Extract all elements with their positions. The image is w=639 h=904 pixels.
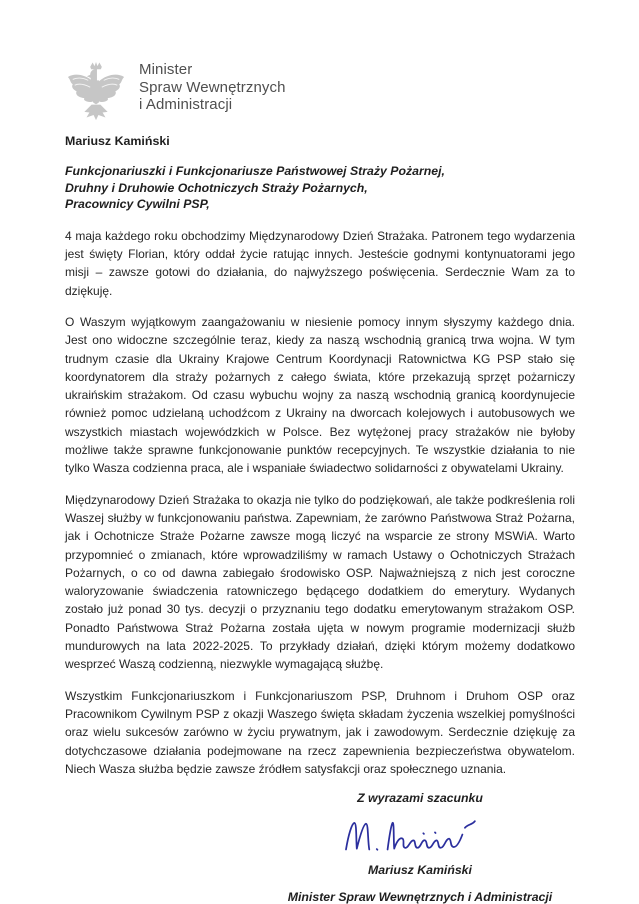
signer-title: Minister Spraw Wewnętrznych i Administracji bbox=[287, 890, 553, 904]
author-name: Mariusz Kamiński bbox=[65, 134, 170, 148]
ministry-line-2: Spraw Wewnętrznych bbox=[139, 78, 286, 96]
polish-eagle-crest-icon bbox=[65, 60, 127, 124]
body-paragraph-2: O Waszym wyjątkowym zaangażowaniu w niesienie pomocy innym słyszymy każdego dnia. Jest ono widoczne szczególnie teraz, kiedy za naszą wschodnią granicą trwa wojna. W tym trudnym czasie dla Ukrainy Krajowe Centrum Koordynacji Ratownictwa KG PSP stało się koordynatorem dla straży pożarnych z całego świata, które przekazują sprzęt pożarniczy ukraińskim strażakom. Od czasu wybuchu wojny za naszą wschodnią granicą koordynujecie również pomoc udzielaną uchodźcom z Ukrainy na dworcach kolejowych i autobusowych we wszystkich miastach wojewódzkich w Polsce. Bez wytężonej pracy strażaków nie byłoby możliwe także sprawne funkcjonowanie punktów recepcyjnych. Te wszystkie działania to nie tylko Wasza codzienna praca, ale i wspaniałe świadectwo solidarności z obywatelami Ukrainy. bbox=[65, 314, 575, 476]
valediction: Z wyrazami szacunku bbox=[357, 791, 483, 806]
body-paragraph-1: 4 maja każdego roku obchodzimy Międzynarodowy Dzień Strażaka. Patronem tego wydarzenia jest święty Florian, który oddał życie ratując innych. Jesteście godnymi kontynuatorami jego misji – zawsze gotowi do działania, do najwyższego poświęcenia. Serdecznie Wam za to dziękuję. bbox=[65, 228, 575, 298]
signer-name: Mariusz Kamiński bbox=[368, 863, 472, 878]
salutation-line-1: Funkcjonariuszki i Funkcjonariusze Państwowej Straży Pożarnej, bbox=[65, 164, 445, 178]
salutation-line-3: Pracownicy Cywilni PSP, bbox=[65, 197, 210, 212]
letterhead bbox=[65, 60, 575, 124]
ministry-line-3: i Administracji bbox=[139, 96, 233, 113]
salutation bbox=[65, 163, 575, 213]
body-paragraph-4: Wszystkim Funkcjonariuszkom i Funkcjonariuszom PSP, Druhnom i Druhom OSP oraz Pracownikom Cywilnym PSP z okazji Waszego święta składam życzenia wszelkiej pomyślności oraz wielu sukcesów zarówno w życiu prywatnym, jak i zawodowym. Serdecznie dziękuję za dotychczasowe działania podejmowane na rzecz zapewnienia bezpieczeństwa obywatelom. Niech Wasza służba będzie zawsze źródłem satysfakcji oraz społecznego uznania. bbox=[65, 688, 575, 776]
closing-block bbox=[270, 791, 570, 904]
salutation-line-2: Druhny i Druhowie Ochotniczych Straży Pożarnych, bbox=[65, 180, 368, 195]
handwritten-signature bbox=[341, 814, 499, 860]
ministry-wordmark bbox=[139, 60, 286, 114]
body-paragraph-3: Międzynarodowy Dzień Strażaka to okazja nie tylko do podziękowań, ale także podkreślenia roli Waszej służby w funkcjonowaniu państwa. Zapewniam, że zarówno Państwowa Straż Pożarna, jak i Ochotnicze Straże Pożarne zawsze mogą liczyć na wsparcie ze strony MSWiA. Warto przypomnieć o zmianach, które wprowadziliśmy w ramach Ustawy o Ochotniczych Strażach Pożarnych, o co od dawna zabiegało środowisko OSP. Najważniejszą z nich jest coroczne waloryzowanie świadczenia ratowniczego będącego dodatkiem do emerytury. Wydanych zostało już ponad 30 tys. decyzji o przyznaniu tego dodatku emerytowanym strażakom OSP. Ponadto Państwowa Straż Pożarna została ujęta w nowym programie modernizacji służb mundurowych na lata 2022-2025. To przykłady działań, dzięki którym możemy dodatkowo wesprzeć Waszą codzienną, niezwykle wymagającą służbę. bbox=[65, 492, 575, 672]
letter-body bbox=[65, 227, 575, 778]
ministry-line-1: Minister bbox=[139, 61, 193, 78]
